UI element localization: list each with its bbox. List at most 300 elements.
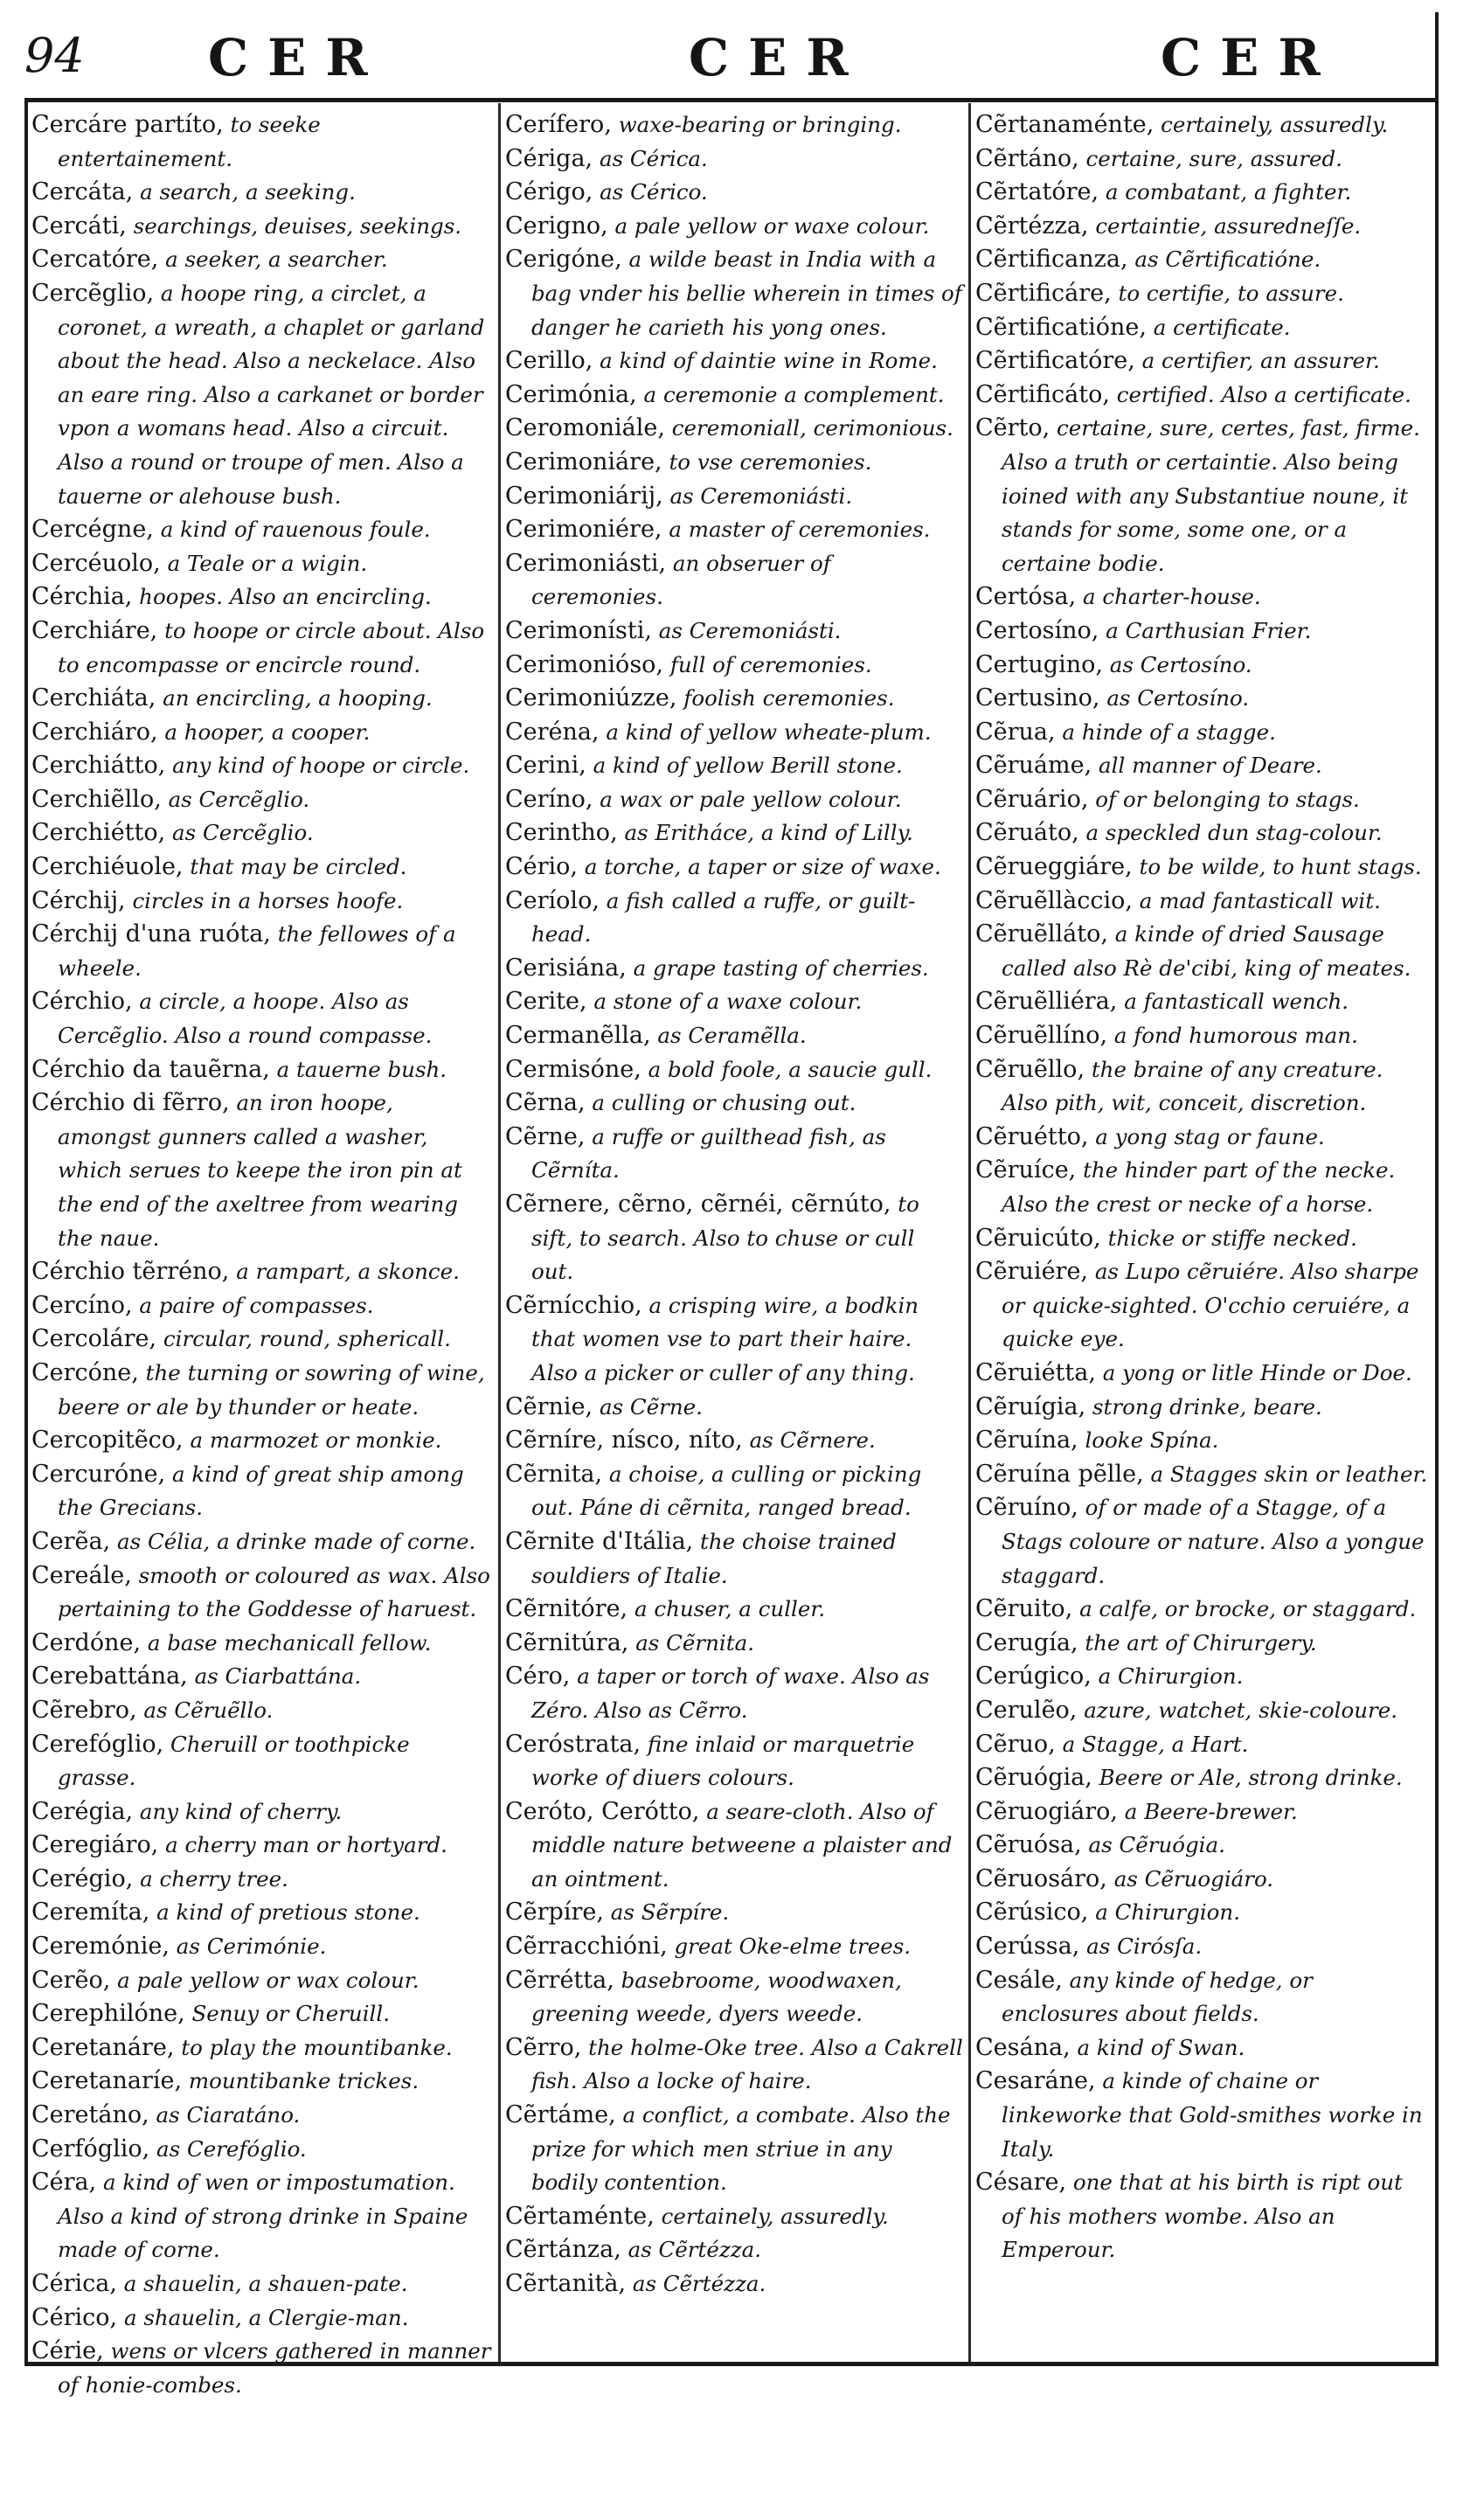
entry-headword: Cério, (505, 853, 579, 881)
entry-headword: Cẽruogiáro, (975, 1797, 1118, 1825)
dictionary-entry (31, 2301, 491, 2336)
entry-definition: a shauelin, a shauen-pate. (123, 2271, 408, 2296)
dictionary-entry (975, 1627, 1430, 1661)
dictionary-entry (975, 1154, 1430, 1221)
entry-headword: Cẽruíce, (975, 1156, 1077, 1184)
entry-headword: Cerfóglio, (31, 2135, 150, 2162)
dictionary-entry (505, 1627, 963, 1661)
dictionary-entry (31, 783, 491, 817)
entry-definition: certified. Also a certificate. (1116, 381, 1411, 407)
entry-headword: Cériga, (505, 144, 593, 172)
entry-headword: Cẽruígia, (975, 1392, 1086, 1420)
dictionary-entry (31, 1053, 491, 1087)
entry-definition: a hinde of a stagge. (1062, 719, 1276, 745)
dictionary-entry (975, 210, 1430, 244)
dictionary-entry (31, 2065, 491, 2099)
entry-definition: as Cercẽglio. (168, 786, 310, 812)
entry-headword: Cẽrrétta, (505, 1966, 614, 1994)
entry-definition: a Beere-brewer. (1124, 1798, 1298, 1824)
dictionary-entry (505, 513, 963, 547)
entry-headword: Cerulẽo, (975, 1696, 1078, 1724)
entry-definition: a crisping wire, a bodkin that women vse to part their haire. Also a picker or culler of any thing. (531, 1292, 919, 1385)
dictionary-entry (505, 816, 963, 850)
entry-definition: an obseruer of ceremonies. (531, 550, 831, 610)
dictionary-entry (31, 2166, 491, 2267)
running-head-left: CER (208, 28, 387, 87)
entry-definition: a seare-cloth. Also of middle nature betweene a plaister and an ointment. (531, 1798, 953, 1892)
dictionary-entry (505, 210, 963, 244)
entry-definition: a fond humorous man. (1113, 1023, 1358, 1049)
entry-definition: a shauelin, a Clergie-man. (123, 2304, 409, 2330)
entry-headword: Cẽrnite d'Itália, (505, 1527, 694, 1555)
dictionary-entry (31, 1322, 491, 1357)
dictionary-entry (31, 1289, 491, 1323)
dictionary-entry (505, 850, 963, 885)
page-number: 94 (24, 28, 85, 83)
entry-definition: a stone of a waxe colour. (593, 989, 863, 1015)
entry-headword: Cercatóre, (31, 246, 159, 274)
dictionary-entry (505, 2267, 963, 2301)
entry-definition: looke Spína. (1085, 1427, 1219, 1454)
entry-definition: as Cẽruẽllo. (143, 1697, 274, 1723)
entry-headword: Cẽruáme, (975, 752, 1092, 780)
entry-definition: one that at his birth is ript out of his mothers wombe. Also an Emperour. (1002, 2169, 1403, 2263)
dictionary-entry (505, 480, 963, 514)
entry-definition: as Cérico. (600, 179, 708, 205)
dictionary-entry (975, 1019, 1430, 1053)
dictionary-entry (31, 816, 491, 850)
page-header (24, 16, 1440, 103)
dictionary-entry (505, 547, 963, 614)
entry-definition: a ruffe or guilthead fish, as Cẽrníta. (531, 1123, 886, 1184)
entry-headword: Cẽrueggiáre, (975, 853, 1133, 881)
entry-definition: as Cirósſa. (1086, 1933, 1203, 1960)
entry-definition: a yong or litle Hinde or Doe. (1102, 1359, 1412, 1385)
entry-headword: Césare, (975, 2169, 1067, 2197)
entry-definition: to seeke entertainement. (58, 112, 321, 171)
entry-headword: Certusino, (975, 684, 1100, 712)
entry-headword: Cẽrnita, (505, 1460, 603, 1488)
dictionary-entry (505, 412, 963, 446)
dictionary-entry (975, 2031, 1430, 2065)
dictionary-entry (975, 1795, 1430, 1829)
dictionary-entry (505, 885, 963, 952)
dictionary-entry (505, 2099, 963, 2200)
dictionary-entry (31, 918, 491, 985)
entry-definition: a mad fantasticall wit. (1139, 887, 1381, 913)
entry-headword: Cerillo, (505, 347, 593, 375)
entry-definition: a hooper, a cooper. (164, 719, 371, 745)
column-divider-2 (968, 103, 971, 2362)
entry-headword: Cẽrtanità, (505, 2270, 627, 2297)
dictionary-entry (505, 1053, 963, 1087)
dictionary-entry (975, 1357, 1430, 1391)
entry-headword: Cercẽglio, (31, 279, 155, 307)
dictionary-entry (505, 1188, 963, 1289)
dictionary-entry (505, 1795, 963, 1897)
dictionary-entry (505, 1896, 963, 1930)
entry-definition: as Cẽrtificatióne. (1134, 246, 1321, 273)
dictionary-entry (975, 614, 1430, 649)
dictionary-entry (975, 1491, 1430, 1593)
dictionary-entry (505, 1728, 963, 1795)
entry-headword: Cẽruito, (975, 1595, 1073, 1623)
dictionary-entry (975, 682, 1430, 716)
dictionary-entry (31, 580, 491, 614)
entry-headword: Cerimonísti, (505, 616, 652, 644)
entry-definition: as Ciaratáno. (156, 2102, 301, 2128)
entry-definition: a search, a seeking. (140, 179, 356, 205)
entry-headword: Cẽruína, (975, 1427, 1078, 1454)
entry-headword: Cerugía, (975, 1628, 1078, 1656)
entry-headword: Céra, (31, 2169, 97, 2197)
entry-definition: a culling or chusing out. (592, 1090, 856, 1116)
dictionary-entry (31, 682, 491, 716)
dictionary-entry (975, 580, 1430, 614)
dictionary-entry (505, 1391, 963, 1425)
dictionary-entry (31, 1694, 491, 1728)
entry-headword: Cẽruẽlliéra, (975, 988, 1118, 1016)
entry-definition: circular, round, sphericall. (163, 1326, 451, 1352)
dictionary-entry (31, 1357, 491, 1424)
entry-headword: Cẽruáto, (975, 819, 1079, 847)
dictionary-entry (975, 1863, 1430, 1897)
dictionary-entry (31, 2099, 491, 2133)
entry-definition: a grape tasting of cherries. (633, 955, 929, 981)
entry-definition: a chuser, a culler. (634, 1596, 826, 1622)
entry-headword: Cẽrtáme, (505, 2101, 616, 2129)
entry-headword: Cerchiátto, (31, 752, 166, 780)
dictionary-entry (505, 1424, 963, 1458)
entry-headword: Cẽrna, (505, 1089, 586, 1117)
entry-headword: Cẽrua, (975, 718, 1056, 746)
entry-definition: a charter-house. (1082, 584, 1261, 610)
dictionary-entry (505, 985, 963, 1019)
entry-definition: to certifie, to assure. (1118, 280, 1344, 306)
column-divider-1 (498, 103, 501, 2362)
dictionary-entry (505, 614, 963, 649)
entry-headword: Cẽrne, (505, 1122, 586, 1150)
entry-headword: Ceretanaríe, (31, 2067, 183, 2095)
dictionary-entry (31, 2133, 491, 2167)
entry-definition: as Cérica. (599, 145, 708, 171)
entry-headword: Cẽrnitúra, (505, 1628, 629, 1656)
dictionary-entry (31, 1795, 491, 1829)
dictionary-entry (975, 1896, 1430, 1930)
dictionary-entry (975, 1930, 1430, 1964)
dictionary-entry (31, 1896, 491, 1930)
dictionary-entry (975, 783, 1430, 817)
entry-definition: wens or vlcers gathered in manner of honie-combes. (58, 2338, 491, 2398)
entry-definition: as Ciarbattána. (194, 1663, 362, 1690)
entry-headword: Cerégio, (31, 1864, 134, 1892)
entry-headword: Cérchij, (31, 886, 126, 914)
entry-headword: Cerini, (505, 752, 586, 780)
entry-definition: a kind of rauenous foule. (160, 517, 431, 543)
entry-definition: as Sẽrpíre. (610, 1899, 730, 1926)
entry-definition: the fellowes of a wheele. (58, 921, 456, 981)
entry-definition: certaintie, assuredneſſe. (1095, 212, 1362, 239)
entry-headword: Cercáta, (31, 178, 134, 206)
dictionary-entry (505, 378, 963, 413)
entry-definition: as Célia, a drinke made of corne. (117, 1528, 476, 1554)
entry-headword: Cercopitẽco, (31, 1427, 184, 1454)
entry-definition: a calfe, or brocke, or staggard. (1079, 1596, 1417, 1622)
entry-definition: a bold foole, a saucie gull. (648, 1056, 933, 1082)
dictionary-entry (505, 142, 963, 177)
dictionary-entry (975, 885, 1430, 919)
entry-definition: a fish called a ruffe, or guilt-head. (531, 887, 916, 948)
entry-headword: Cerigóne, (505, 246, 622, 274)
dictionary-entry (505, 749, 963, 783)
entry-headword: Cercíno, (31, 1291, 133, 1319)
entry-definition: the hinder part of the necke. Also the crest or necke of a horse. (1002, 1157, 1396, 1217)
entry-definition: a seeker, a searcher. (165, 246, 388, 273)
entry-definition: Senuy or Cheruill. (191, 2001, 390, 2027)
entry-headword: Cesána, (975, 2033, 1071, 2061)
entry-definition: thicke or stiffe necked. (1107, 1225, 1357, 1251)
dictionary-entry (975, 850, 1430, 885)
dictionary-entry (975, 1458, 1430, 1492)
dictionary-entry (975, 378, 1430, 413)
entry-headword: Cẽrnitóre, (505, 1595, 628, 1623)
dictionary-entry (505, 2233, 963, 2267)
dictionary-entry (31, 885, 491, 919)
dictionary-entry (975, 243, 1430, 277)
entry-headword: Cẽrnícchio, (505, 1291, 642, 1319)
entry-headword: Cerússa, (975, 1933, 1080, 1961)
entry-definition: as Cẽrtézza. (632, 2271, 766, 2296)
entry-definition: a taper or torch of waxe. Also as Zéro. Also as Cẽrro. (531, 1663, 930, 1723)
entry-headword: Cẽrto, (975, 414, 1050, 442)
dictionary-entry (975, 816, 1430, 850)
dictionary-entry (975, 1728, 1430, 1762)
entry-definition: to sift, to search. Also to chuse or cull out. (531, 1191, 919, 1285)
dictionary-entry (31, 1829, 491, 1863)
dictionary-entry (975, 2065, 1430, 2166)
entry-headword: Cérchij d'una ruóta, (31, 920, 271, 948)
entry-definition: mountibanke trickes. (188, 2068, 420, 2094)
entry-headword: Cẽruicúto, (975, 1224, 1101, 1252)
entry-headword: Cẽrtificanza, (975, 246, 1128, 274)
dictionary-entry (505, 1593, 963, 1627)
entry-headword: Cẽrpíre, (505, 1899, 604, 1926)
dictionary-entry (975, 2166, 1430, 2267)
entry-headword: Cẽruósa, (975, 1831, 1082, 1859)
dictionary-entry (31, 1997, 491, 2031)
entry-headword: Cẽruẽllo, (975, 1055, 1085, 1083)
entry-headword: Cẽruíno, (975, 1494, 1078, 1522)
entry-definition: a hoope ring, a circlet, a coronet, a wreath, a chaplet or garland about the head. Also a neckelace. Also an eare ring. Also a carkanet or border vpon a womans head. Also a circuit. Also a round or troupe of men. Also a tauerne or alehouse bush. (58, 280, 485, 509)
entry-headword: Cérica, (31, 2270, 117, 2297)
dictionary-entry (975, 1593, 1430, 1627)
dictionary-entry (505, 1660, 963, 1727)
entry-definition: foolish ceremonies. (683, 685, 895, 712)
entry-definition: a Chirurgion. (1098, 1663, 1244, 1690)
right-border (1435, 12, 1439, 2365)
entry-definition: a fantasticall wench. (1124, 989, 1349, 1015)
dictionary-entry (505, 1458, 963, 1525)
entry-headword: Ceremónie, (31, 1933, 170, 1961)
entry-headword: Cerúgico, (975, 1663, 1092, 1690)
entry-definition: a tauerne bush. (276, 1056, 447, 1082)
entry-headword: Cérico, (31, 2303, 118, 2331)
entry-definition: an encircling, a hooping. (163, 685, 433, 712)
entry-headword: Cẽrtézza, (975, 212, 1089, 240)
entry-headword: Cẽrebro, (31, 1696, 137, 1724)
column-left (31, 108, 491, 2398)
dictionary-entry (31, 243, 491, 277)
entry-headword: Cérchio, (31, 988, 133, 1016)
entry-definition: a pale yellow or waxe colour. (614, 212, 930, 239)
entry-headword: Céro, (505, 1663, 571, 1690)
dictionary-entry (505, 1086, 963, 1121)
dictionary-entry (31, 1627, 491, 1661)
dictionary-entry (505, 108, 963, 142)
entry-definition: certainely, assuredly. (661, 2203, 889, 2229)
dictionary-entry (31, 1964, 491, 1998)
entry-definition: as Cẽruogiáro. (1113, 1865, 1274, 1892)
entry-headword: Cẽrnie, (505, 1392, 593, 1420)
entry-definition: a kind of great ship among the Grecians. (58, 1461, 464, 1521)
entry-headword: Cerigno, (505, 212, 608, 240)
entry-definition: all manner of Deare. (1099, 753, 1322, 779)
entry-headword: Ceremíta, (31, 1899, 150, 1926)
entry-headword: Cerchiéuole, (31, 853, 184, 881)
dictionary-entry (975, 277, 1430, 311)
dictionary-entry (31, 176, 491, 210)
entry-definition: a kind of wen or impostumation. Also a kind of strong drinke in Spaine made of corne. (58, 2169, 468, 2263)
entry-definition: as Cẽruógia. (1088, 1832, 1225, 1858)
dictionary-entry (975, 142, 1430, 177)
entry-headword: Cérie, (31, 2337, 104, 2365)
entry-definition: circles in a horses hoofe. (132, 887, 404, 913)
entry-headword: Cẽruiétta, (975, 1358, 1096, 1386)
entry-definition: the art of Chirurgery. (1085, 1629, 1317, 1656)
left-border (24, 98, 28, 2365)
entry-definition: a yong stag or faune. (1095, 1123, 1325, 1149)
entry-headword: Cerchiẽllo, (31, 785, 162, 813)
entry-headword: Cẽrtaménte, (505, 2202, 655, 2230)
dictionary-entry (505, 344, 963, 378)
entry-headword: Cẽruo, (975, 1730, 1056, 1758)
entry-definition: great Oke-elme trees. (674, 1933, 912, 1960)
dictionary-entry (31, 1863, 491, 1897)
top-rule (24, 98, 1439, 102)
entry-headword: Cercégne, (31, 516, 154, 544)
entry-headword: Cẽrtáno, (975, 144, 1079, 172)
entry-definition: full of ceremonies. (669, 651, 872, 677)
entry-headword: Cẽruário, (975, 785, 1089, 813)
entry-headword: Certosíno, (975, 616, 1099, 644)
dictionary-entry (31, 1255, 491, 1289)
entry-headword: Cerchiétto, (31, 819, 166, 847)
dictionary-entry (975, 918, 1430, 985)
entry-definition: a kind of yellow Berill stone. (593, 753, 903, 779)
entry-definition: a master of ceremonies. (669, 517, 931, 543)
entry-definition: smooth or coloured as wax. Also pertaining to the Goddesse of haruest. (58, 1562, 490, 1622)
entry-definition: as Ceramẽlla. (657, 1023, 807, 1049)
entry-definition: a Chirurgion. (1095, 1899, 1240, 1926)
entry-headword: Cẽruétto, (975, 1122, 1089, 1150)
dictionary-entry (975, 1222, 1430, 1256)
entry-headword: Cerimoniúzze, (505, 684, 677, 712)
entry-headword: Cerite, (505, 988, 587, 1016)
entry-definition: a kind of daintie wine in Rome. (600, 348, 938, 374)
entry-headword: Ceróto, Cerótto, (505, 1797, 700, 1825)
dictionary-entry (31, 513, 491, 547)
running-head-center: CER (689, 28, 868, 87)
entry-headword: Cerisiána, (505, 954, 627, 982)
dictionary-entry (505, 952, 963, 986)
dictionary-entry (505, 2200, 963, 2234)
dictionary-entry (31, 547, 491, 581)
entry-headword: Cermisóne, (505, 1055, 641, 1083)
entry-headword: Cérchio di fẽrro, (31, 1089, 230, 1117)
entry-headword: Cerchiáro, (31, 718, 158, 746)
entry-headword: Ceretanáre, (31, 2033, 175, 2061)
dictionary-entry (975, 649, 1430, 683)
entry-headword: Cerífero, (505, 111, 612, 138)
entry-headword: Certósa, (975, 583, 1077, 611)
entry-headword: Cẽruẽlláto, (975, 920, 1108, 948)
dictionary-entry (31, 850, 491, 885)
dictionary-entry (975, 1694, 1430, 1728)
entry-definition: a paire of compasses. (139, 1292, 374, 1318)
entry-headword: Cẽrtificáto, (975, 380, 1110, 408)
entry-definition: strong drinke, beare. (1092, 1393, 1322, 1420)
dictionary-entry (31, 277, 491, 513)
dictionary-entry (975, 1053, 1430, 1121)
entry-definition: basebroome, woodwaxen, greening weede, dyers weede. (531, 1967, 902, 2027)
entry-definition: as Erithácе, a kind of Lilly. (624, 820, 913, 846)
dictionary-entry (31, 108, 491, 176)
entry-definition: the braine of any creature. Also pith, wit, conceit, discretion. (1002, 1056, 1383, 1116)
dictionary-entry (31, 1424, 491, 1458)
dictionary-entry (975, 1121, 1430, 1155)
dictionary-entry (31, 2031, 491, 2065)
entry-headword: Cẽrtificatóre, (975, 347, 1135, 375)
dictionary-entry (31, 1728, 491, 1795)
entry-definition: a kinde of dried Sausage called also Rè de'cibi, king of meates. (1002, 921, 1411, 981)
dictionary-entry (975, 1660, 1430, 1694)
entry-definition: as Ceremoniásti. (658, 617, 842, 643)
dictionary-entry (975, 344, 1430, 378)
entry-definition: a Stagges skin or leather. (1150, 1461, 1428, 1487)
entry-definition: a rampart, a skonce. (236, 1259, 460, 1285)
dictionary-entry (31, 210, 491, 244)
dictionary-entry (505, 783, 963, 817)
entry-definition: a kind of Swan. (1077, 2034, 1245, 2060)
dictionary-entry (975, 749, 1430, 783)
entry-headword: Cerimoniásti, (505, 549, 667, 577)
entry-definition: Cheruill or toothpicke grasse. (58, 1731, 410, 1791)
entry-definition: a kinde of chaine or linkeworke that Gold-smithes worke in Italy. (1002, 2068, 1423, 2162)
entry-headword: Cerẽo, (31, 1966, 111, 1994)
entry-definition: of or made of a Stagge, of a Stags coloure or nature. Also a yongue staggard. (1002, 1495, 1425, 1588)
entry-definition: a wilde beast in India with a bag vnder his bellie wherein in times of danger he carieth his yong ones. (531, 246, 962, 340)
entry-headword: Cẽruiére, (975, 1258, 1089, 1286)
dictionary-entry (31, 1086, 491, 1255)
entry-definition: a circle, a hoope. Also as Cercẽglio. Also a round compasse. (58, 989, 433, 1049)
entry-headword: Cerephilóne, (31, 2000, 185, 2028)
entry-headword: Certugino, (975, 650, 1103, 678)
entry-headword: Cẽrtatóre, (975, 178, 1099, 206)
entry-definition: hoopes. Also an encircling. (139, 584, 432, 610)
entry-headword: Cercéuolo, (31, 549, 161, 577)
entry-definition: an iron hoope, amongst gunners called a washer, which serues to keepe the iron pin at the end of the axeltree from wearing the naue. (58, 1090, 462, 1251)
entry-headword: Cẽruína pẽlle, (975, 1460, 1144, 1488)
